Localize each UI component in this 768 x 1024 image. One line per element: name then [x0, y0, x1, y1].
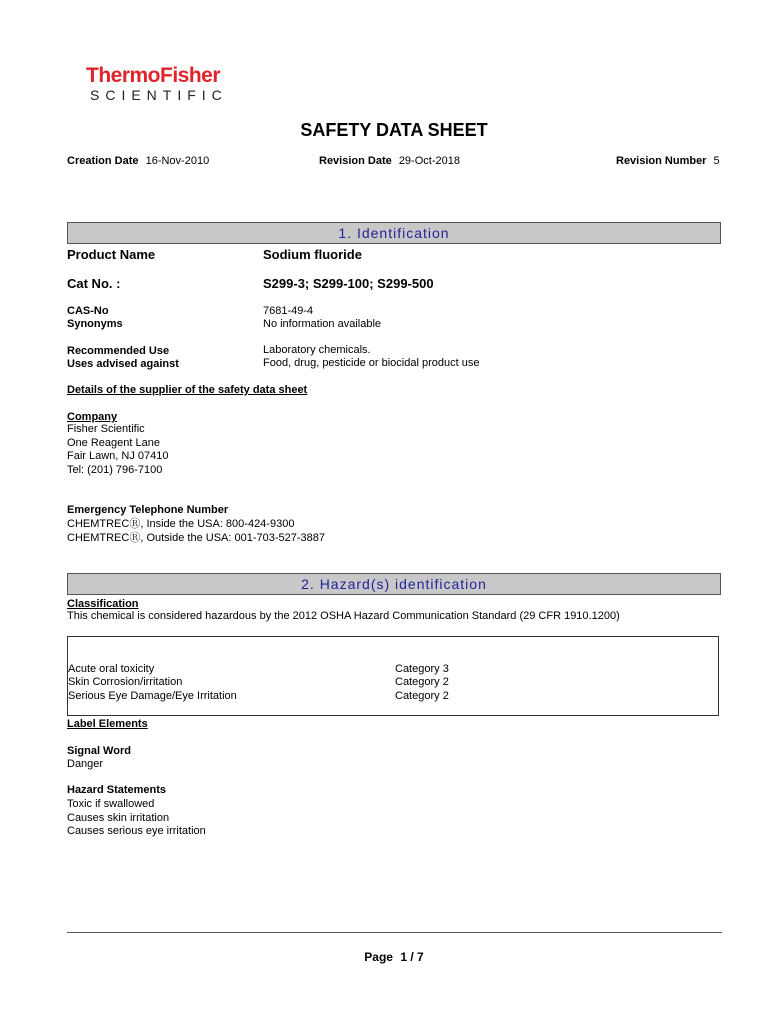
recommended-use-label: Recommended Use — [67, 345, 170, 357]
revision-number-value: 5 — [713, 155, 720, 167]
revision-number-label: Revision Number — [616, 155, 707, 167]
section-2-header: 2. Hazard(s) identification — [67, 573, 721, 595]
uses-advised-against-value: Food, drug, pesticide or biocidal product use — [263, 357, 480, 369]
emergency-numbers — [67, 518, 325, 545]
hazard-name: Serious Eye Damage/Eye Irritation — [68, 690, 237, 702]
company-address — [67, 423, 169, 477]
logo-subtitle: SCIENTIFIC — [90, 87, 228, 103]
hazard-category: Category 2 — [395, 676, 449, 688]
company-line: One Reagent Lane — [67, 436, 160, 449]
signal-word-value: Danger — [67, 758, 104, 770]
cas-no-value: 7681-49-4 — [263, 305, 314, 317]
synonyms-label: Synonyms — [67, 318, 123, 330]
hazard-name: Skin Corrosion/irritation — [68, 676, 183, 688]
product-name-value: Sodium fluoride — [263, 247, 362, 262]
revision-date-label: Revision Date — [319, 155, 392, 167]
cat-no-label: Cat No. : — [67, 276, 121, 291]
creation-date — [67, 155, 209, 167]
revision-date — [319, 155, 460, 167]
creation-date-value: 16-Nov-2010 — [145, 155, 210, 167]
hazard-category: Category 3 — [395, 663, 449, 675]
label-elements-heading: Label Elements — [67, 718, 148, 730]
cas-no-label: CAS-No — [67, 305, 109, 317]
hazard-statements-heading: Hazard Statements — [67, 784, 167, 796]
page-label: Page — [364, 950, 393, 964]
supplier-details-heading: Details of the supplier of the safety data sheet — [67, 384, 308, 396]
emergency-line: CHEMTRECⓇ, Inside the USA: 800-424-9300 — [67, 518, 295, 530]
company-heading: Company — [67, 411, 118, 423]
classification-text: This chemical is considered hazardous by the 2012 OSHA Hazard Communication Standard (29 CFR 1910.1200) — [67, 610, 620, 622]
page-value: 1 / 7 — [400, 950, 424, 964]
footer-divider — [67, 932, 722, 933]
hazard-name: Acute oral toxicity — [68, 663, 155, 675]
section-1-header: 1. Identification — [67, 222, 721, 244]
emergency-heading: Emergency Telephone Number — [67, 504, 229, 516]
company-line: Fair Lawn, NJ 07410 — [67, 450, 169, 462]
thermofisher-logo: ThermoFisher — [86, 64, 221, 87]
classification-heading: Classification — [67, 598, 139, 610]
page-number — [0, 950, 768, 964]
uses-advised-against-label: Uses advised against — [67, 358, 179, 370]
revision-number — [616, 155, 720, 167]
product-name-label: Product Name — [67, 247, 156, 262]
cat-no-value: S299-3; S299-100; S299-500 — [263, 276, 434, 291]
hazard-classification-box — [67, 636, 719, 716]
synonyms-value: No information available — [263, 318, 382, 330]
company-line: Fisher Scientific — [67, 423, 145, 435]
signal-word-heading: Signal Word — [67, 745, 131, 757]
revision-date-value: 29-Oct-2018 — [398, 155, 460, 167]
hazard-statement: Causes serious eye irritation — [67, 825, 206, 837]
hazard-category: Category 2 — [395, 690, 449, 702]
hazard-statements-list — [67, 798, 206, 839]
company-line: Tel: (201) 796-7100 — [67, 463, 163, 476]
hazard-statement: Toxic if swallowed — [67, 798, 155, 810]
document-title: SAFETY DATA SHEET — [300, 120, 488, 140]
hazard-statement: Causes skin irritation — [67, 811, 170, 824]
emergency-line: CHEMTRECⓇ, Outside the USA: 001-703-527-3887 — [67, 531, 326, 544]
creation-date-label: Creation Date — [67, 155, 139, 167]
recommended-use-value: Laboratory chemicals. — [263, 344, 371, 356]
